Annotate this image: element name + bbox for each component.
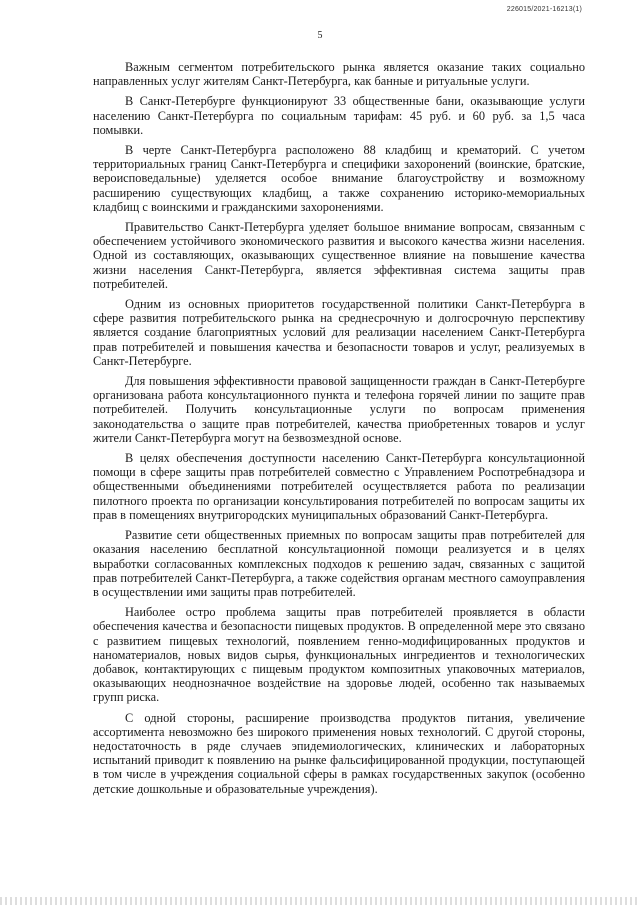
paragraph-government-attention: Правительство Санкт-Петербурга уделяет большое внимание вопросам, связанным с обеспечением устойчивого экономического развития и высокого качества жизни населения. Одной из составляющих, оказывающих существенное влияние на повышение качества жизни населения Санкт-Петербурга, является эффективная система защиты прав потребителей.	[93, 220, 585, 291]
document-body	[93, 60, 585, 802]
scan-bottom-edge	[0, 897, 640, 905]
paragraph-policy-priorities: Одним из основных приоритетов государственной политики Санкт-Петербурга в сфере развития потребительского рынка на среднесрочную и долгосрочную перспективу является создание благоприятных условий для реализации населением Санкт-Петербурга прав потребителей и повышения качества и безопасности товаров и услуг, реализуемых в Санкт-Петербурге.	[93, 297, 585, 368]
paragraph-hotline: Для повышения эффективности правовой защищенности граждан в Санкт-Петербурге организована работа консультационного пункта и телефона горячей линии по защите прав потребителей. Получить консультационные услуги по вопросам применения законодательства о защите прав потребителей, качества приобретенных товаров и услуг жители Санкт-Петербурга могут на безвозмездной основе.	[93, 374, 585, 445]
paragraph-food-safety: Наиболее остро проблема защиты прав потребителей проявляется в области обеспечения качества и безопасности пищевых продуктов. В определенной мере это связано с развитием пищевых технологий, появлением генно-модифицированных продуктов и наноматериалов, новых видов сырья, функциональных ингредиентов и технологических добавок, контактирующих с пищевым продуктом композитных упаковочных материалов, оказывающих неоднозначное воздействие на здоровье людей, особенно так называемых групп риска.	[93, 605, 585, 705]
page-number: 5	[317, 30, 323, 41]
document-registration-number: 226015/2021-16213(1)	[506, 6, 582, 13]
paragraph-public-reception-network: Развитие сети общественных приемных по вопросам защиты прав потребителей для оказания населению бесплатной консультационной помощи реализуется и в целях выработки согласованных комплексных подходов к решению задач, связанных с защитой прав потребителей Санкт-Петербурга, а также содействия органам местного самоуправления в осуществлении ими защиты прав потребителей.	[93, 528, 585, 599]
paragraph-cemeteries: В черте Санкт-Петербурга расположено 88 кладбищ и крематорий. С учетом территориальных границ Санкт-Петербурга и специфики захоронений (воинские, братские, вероисповедальные) уделяется особое внимание благоустройству и возможному расширению существующих кладбищ, а также сохранению историко-мемориальных кладбищ с воинскими и гражданскими захоронениями.	[93, 143, 585, 214]
paragraph-food-production: С одной стороны, расширение производства продуктов питания, увеличение ассортимента невозможно без широкого применения новых технологий. С другой стороны, недостаточность в ряде случаев эпидемиологических, клинических и лабораторных испытаний приводит к появлению на рынке фальсифицированной продукции, поступающей в том числе в учреждения социальной сферы в рамках государственных закупок (особенно детские дошкольные и образовательные учреждения).	[93, 710, 585, 796]
paragraph-public-baths: В Санкт-Петербурге функционируют 33 общественные бани, оказывающие услуги населению Санкт-Петербурга по социальным тарифам: 45 руб. и 60 руб. за 1,5 часа помывки.	[93, 94, 585, 137]
paragraph-social-services: Важным сегментом потребительского рынка является оказание таких социально направленных услуг жителям Санкт-Петербурга, как банные и ритуальные услуги.	[93, 60, 585, 89]
paragraph-pilot-project: В целях обеспечения доступности населению Санкт-Петербурга консультационной помощи в сфере защиты прав потребителей совместно с Управлением Роспотребнадзора и общественными объединениями потребителей осуществляется работа по реализации пилотного проекта по организации консультирования потребителей по вопросам защиты их прав в помещениях внутригородских муниципальных образований Санкт-Петербурга.	[93, 451, 585, 522]
